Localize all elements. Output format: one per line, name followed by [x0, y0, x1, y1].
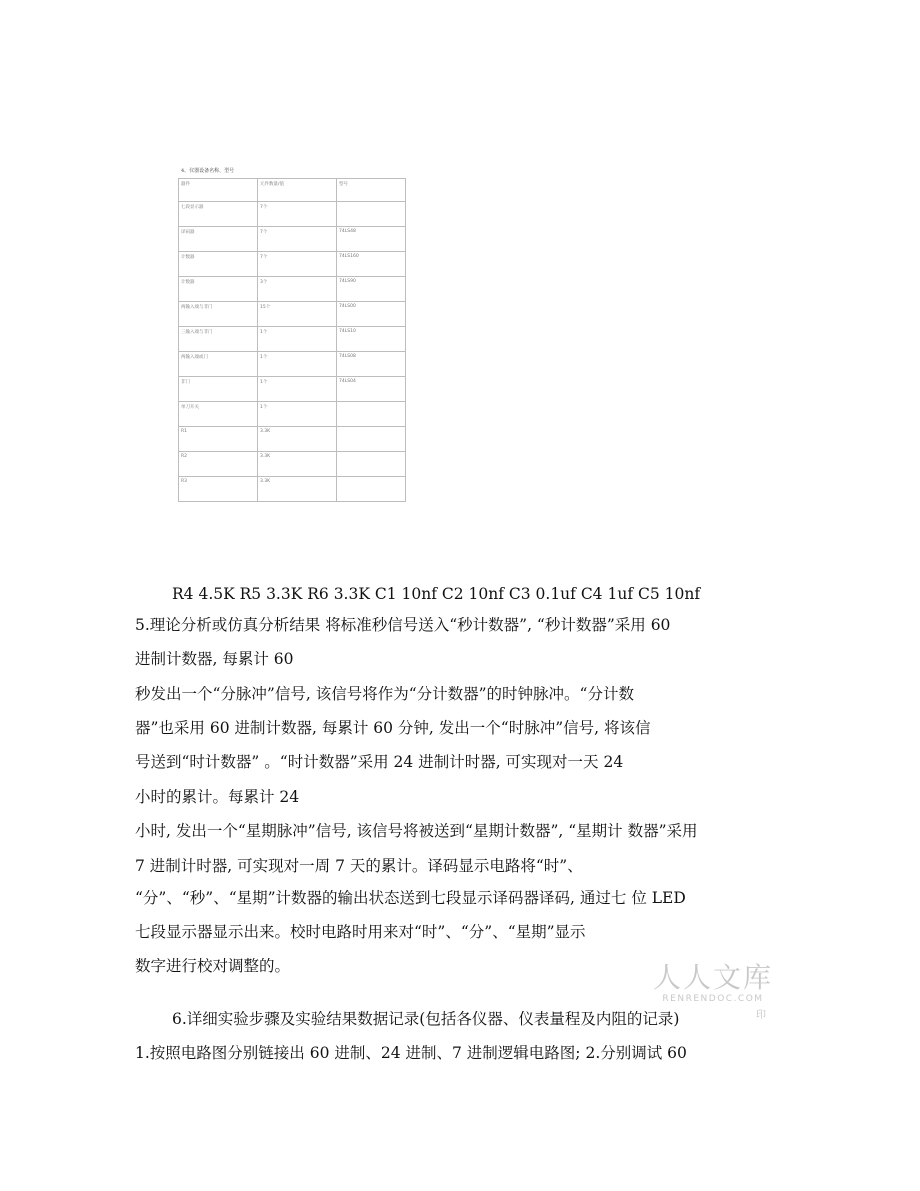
table-row — [179, 427, 406, 452]
section5-line: 7 进制计时器, 可实现对一周 7 天的累计。译码显示电路将“时”、 — [135, 857, 583, 875]
table-cell: 两输入端或门 — [179, 352, 258, 377]
table-cell: 74LS08 — [337, 352, 406, 377]
table-row — [179, 252, 406, 277]
table-cell: R1 — [179, 427, 258, 452]
header-cell: 器件 — [179, 179, 258, 202]
table-cell: 三输入端与非门 — [179, 327, 258, 352]
table-row — [179, 302, 406, 327]
table-cell: 非门 — [179, 377, 258, 402]
header-cell: 元件数量/值 — [258, 179, 337, 202]
table-cell: 1个 — [258, 327, 337, 352]
table-row — [179, 377, 406, 402]
components-line: R4 4.5K R5 3.3K R6 3.3K C1 10nf C2 10nf C3 0.1uf C4 1uf C5 10nf — [172, 585, 701, 603]
section6-line: 1.按照电路图分别链接出 60 进制、24 进制、7 进制逻辑电路图; 2.分别调试 60 — [135, 1044, 687, 1062]
table-caption: 4、仪器设备名称、型号 — [181, 168, 235, 174]
section5-line: 5.理论分析或仿真分析结果 将标准秒信号送入“秒计数器”, “秒计数器”采用 60 — [135, 616, 671, 634]
table-row — [179, 477, 406, 502]
watermark-print: 印 — [756, 1010, 766, 1021]
header-cell: 型号 — [337, 179, 406, 202]
table-cell: 1个 — [258, 402, 337, 427]
table-cell: 7个 — [258, 252, 337, 277]
table-cell — [337, 202, 406, 227]
watermark-text: 人人文库 — [652, 961, 773, 994]
section5-line: 七段显示器显示出来。校时电路时用来对“时”、“分”、“星期”显示 — [135, 923, 586, 941]
table-row — [179, 277, 406, 302]
watermark-logo — [648, 956, 778, 1004]
table-cell: R3 — [179, 477, 258, 502]
section6-heading: 6.详细实验步骤及实验结果数据记录(包括各仪器、仪表量程及内阻的记录) — [172, 1010, 680, 1028]
table-cell — [337, 427, 406, 452]
section5-line: “分”、“秒”、“星期”计数器的输出状态送到七段显示译码器译码, 通过七 位 LED — [135, 889, 686, 907]
table-cell: 15个 — [258, 302, 337, 327]
section5-line: 小时, 发出一个“星期脉冲”信号, 该信号将被送到“星期计数器”, “星期计 数器”采用 — [135, 822, 698, 840]
table-cell: 7个 — [258, 202, 337, 227]
table-cell: 3.3K — [258, 477, 337, 502]
table-cell: R2 — [179, 452, 258, 477]
table-row — [179, 327, 406, 352]
table-cell: 74LS00 — [337, 302, 406, 327]
watermark-url: RENRENDOC.COM — [662, 994, 764, 1004]
table-cell: 单刀开关 — [179, 402, 258, 427]
table-cell: 74LS04 — [337, 377, 406, 402]
table-row — [179, 452, 406, 477]
table-row — [179, 352, 406, 377]
section5-line: 数字进行校对调整的。 — [135, 957, 291, 975]
table-cell: 计数器 — [179, 252, 258, 277]
table-cell: 七段显示器 — [179, 202, 258, 227]
table-row — [179, 202, 406, 227]
table-cell — [337, 477, 406, 502]
equipment-table — [178, 178, 406, 502]
table-cell: 7个 — [258, 227, 337, 252]
table-cell: 3个 — [258, 277, 337, 302]
table-cell: 译码器 — [179, 227, 258, 252]
table-cell: 3.3K — [258, 452, 337, 477]
table-cell: 74LS90 — [337, 277, 406, 302]
section5-line: 小时的累计。每累计 24 — [135, 788, 300, 806]
table-cell — [337, 452, 406, 477]
table-cell: 3.3K — [258, 427, 337, 452]
equipment-table-figure — [178, 167, 408, 502]
table-cell: 1个 — [258, 377, 337, 402]
table-cell: 1个 — [258, 352, 337, 377]
table-cell — [337, 402, 406, 427]
table-header-row — [179, 179, 406, 202]
section5-line: 器”也采用 60 进制计数器, 每累计 60 分钟, 发出一个“时脉冲”信号, 将该信 — [135, 719, 651, 737]
section5-line: 号送到“时计数器” 。“时计数器”采用 24 进制计时器, 可实现对一天 24 — [135, 753, 624, 771]
section5-line: 秒发出一个“分脉冲”信号, 该信号将作为“分计数器”的时钟脉冲。“分计数 — [135, 685, 634, 703]
table-row — [179, 402, 406, 427]
table-cell: 74LS10 — [337, 327, 406, 352]
table-cell: 74LS48 — [337, 227, 406, 252]
table-row — [179, 227, 406, 252]
section5-line: 进制计数器, 每累计 60 — [135, 650, 294, 668]
table-cell: 74LS160 — [337, 252, 406, 277]
table-cell: 计数器 — [179, 277, 258, 302]
table-cell: 两输入端与非门 — [179, 302, 258, 327]
